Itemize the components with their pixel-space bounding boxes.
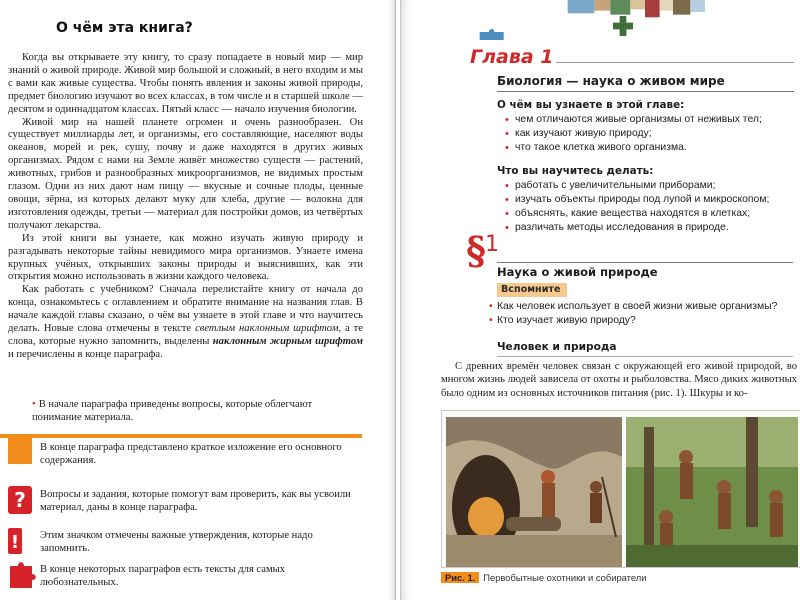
list-item: • как изучают живую природу; xyxy=(505,127,795,141)
intro-paragraph: Из этой книги вы узнаете, как можно изучать живую природу и разгадывать некоторые тайны невидимого мира организмов. Узнаете имена крупных учёных, открывших законы природы и выяснивших, как эти открытия можно использовать в жизни каждого человека. xyxy=(8,232,363,283)
list-item: • Как человек использует в своей жизни живые организмы? xyxy=(489,300,794,314)
howto-text: Как работать с учебником? Сначала перелистайте книгу от начала до конца, ознакомьтесь с оглавлением и обратите внимание на названия глав. В начале каждой главы сказано, о чём вы узнаете в этой главе и что научитесь делать. Новые слова отмечены в тексте xyxy=(8,284,363,335)
list-item: • изучать объекты природы под лупой и микроскопом; xyxy=(505,193,795,207)
bold-italic-term: наклонным жирным шрифтом xyxy=(212,335,363,347)
learn-list xyxy=(505,113,795,155)
section-title: Наука о живой природе xyxy=(497,265,658,279)
svg-text:!: ! xyxy=(10,532,20,553)
orange-corner-icon xyxy=(8,438,32,464)
intro-body xyxy=(8,52,363,362)
chapter-title-rule xyxy=(497,91,794,92)
chapter-label: Глава 1 xyxy=(470,46,554,68)
question-mark-icon xyxy=(8,486,32,514)
bullet-icon: • xyxy=(32,399,36,410)
remember-badge: Вспомните xyxy=(497,283,567,297)
list-item: • чем отличаются живые организмы от неживых тел; xyxy=(505,113,795,127)
subheading-rule xyxy=(497,356,793,357)
list-item: • Кто изучает живую природу? xyxy=(489,314,794,328)
hunters-illustration xyxy=(446,417,622,567)
page-title: О чём эта книга? xyxy=(56,20,193,36)
intro-paragraph: Когда вы открываете эту книгу, то сразу попадаете в новый мир — мир знаний о живой природе. Живой мир большой и сложный, в него входим и мы с вами как живые существа. Чтобы понять явления и законы живой природы, предмет биологию изучают во всех классах, в том числе и в старшей школе — десятом и одиннадцатом классах. Пятый класс — начало изучения биологии. xyxy=(8,52,363,115)
section-number: 1 xyxy=(485,232,499,257)
list-item: • что такое клетка живого организма. xyxy=(505,141,795,155)
figure-caption-label: Рис. 1. xyxy=(441,572,479,583)
legend-text: Вопросы и задания, которые помогут вам проверить, как вы усвоили материал, даны в конце параграфа. xyxy=(40,489,351,513)
legend-text: В конце параграфа представлено краткое изложение его основного содержания. xyxy=(40,442,342,466)
orange-bar-marker xyxy=(0,434,362,438)
italic-term: светлым наклонным шрифтом xyxy=(195,323,339,335)
gatherers-illustration xyxy=(626,417,798,567)
section-rule xyxy=(497,262,793,263)
left-page xyxy=(0,0,396,600)
intro-paragraph: Живой мир на нашей планете огромен и очень разнообразен. Он существует миллиарды лет, и организмы, его составляющие, населяют воды океанов, морей и рек, сушу, почву и даже находятся в других живых организмах. Рядом с нами на Земле живёт множество существ — растений, животных, грибов и разнообразных микроорганизмов, не видимых простым глазом. Одни из них дают нам пищу — вкусные и сочные плоды, ценные овощи, зёрна, из которых делают муку для хлеба, другие — волокна для изготовления одежды, третьи — материал для постройки домов, из четвёртых получают лекарства. xyxy=(8,116,363,231)
chapter-rule xyxy=(556,62,794,63)
puzzle-curiosity-icon xyxy=(8,560,36,590)
skills-list xyxy=(505,179,795,235)
forest-scene-image xyxy=(626,417,798,567)
figure-caption-text: Первобытные охотники и собиратели xyxy=(483,572,647,583)
skills-heading: Что вы научитесь делать: xyxy=(497,165,654,177)
section-mark-icon xyxy=(465,230,487,270)
remember-list xyxy=(489,300,794,327)
howto-paragraph xyxy=(8,284,363,361)
figure-illustration xyxy=(441,410,800,568)
figure-caption xyxy=(441,572,797,586)
learn-heading: О чём вы узнаете в этой главе: xyxy=(497,99,685,111)
legend-text: Этим значком отмечены важные утверждения, которые надо запомнить. xyxy=(40,530,313,554)
right-page xyxy=(400,0,800,600)
legend-text: В начале параграфа приведены вопросы, которые облегчают понимание материала. xyxy=(32,399,313,423)
puzzle-decoration-icon xyxy=(401,0,800,40)
svg-text:?: ? xyxy=(14,488,26,512)
list-item: • объяснять, какие вещества находятся в клетках; xyxy=(505,207,795,221)
list-item: • работать с увеличительными приборами; xyxy=(505,179,795,193)
body-paragraph: С древних времён человек связан с окружающей его живой природой, во многом жизнь людей зависела от охоты и рыболовства. Мясо диких животных было одним из основных источников питания (рис. 1). Шкуры и ко- xyxy=(441,361,797,399)
section-symbol: § xyxy=(466,230,486,270)
legend-text: В конце некоторых параграфов есть тексты для самых любознательных. xyxy=(40,564,286,588)
chapter-title: Биология — наука о живом мире xyxy=(497,74,725,88)
howto-text: и перечислены в конце параграфа. xyxy=(8,348,163,360)
exclamation-mark-icon xyxy=(8,528,22,554)
howto-text: , а те слова, которые нужно запомнить, выделены xyxy=(8,323,363,347)
list-item: • различать методы исследования в природе. xyxy=(505,221,795,235)
cave-scene-image xyxy=(446,417,622,567)
subheading: Человек и природа xyxy=(497,341,617,353)
